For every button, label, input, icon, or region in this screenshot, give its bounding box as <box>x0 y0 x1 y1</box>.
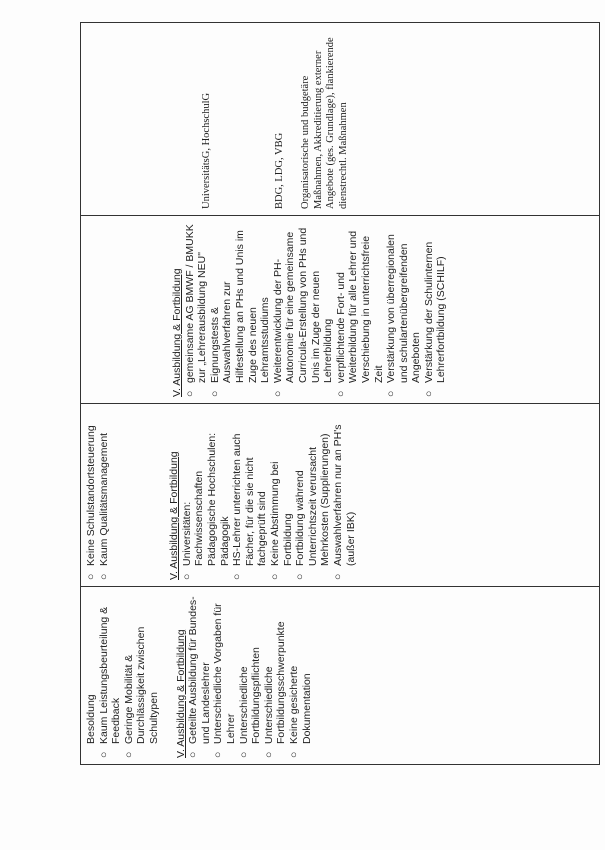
bullet-icon: ○ <box>212 751 225 758</box>
list-item: ○ Weiterentwicklung der PH-Autonomie für eine gemeinsame Curricula-Erstellung von PHs und Unis im Zuge der neuen Lehrerbildung <box>271 227 335 397</box>
bullet-icon: ○ <box>287 751 300 758</box>
bullet-icon: ○ <box>385 390 398 397</box>
section-title: V. Ausbildung & Fortbildung <box>168 451 181 580</box>
list-item: ○ Auswahlverfahren nur an PH's (außer IBK) <box>331 424 357 580</box>
bullet-icon: ○ <box>97 573 110 580</box>
bullet-icon: ○ <box>271 390 284 397</box>
section-title: V. Ausbildung & Fortbildung <box>171 268 183 397</box>
rotated-table-wrapper <box>80 37 600 765</box>
problems-cell <box>81 587 600 765</box>
bullet-icon: ○ <box>237 751 250 758</box>
legal-basis-cell <box>81 23 600 216</box>
list-item: ○ verpflichtende Fort- und Weiterbildung für alle Lehrer und Verschiebung in unterrichtsfreie Zeit <box>334 230 385 397</box>
bullet-icon: ○ <box>231 573 244 580</box>
list-item: ○ Universitäten: Fachwissenschaften Pädagogische Hochschulen: Pädagogik <box>180 432 231 580</box>
table-row <box>81 23 600 765</box>
list-item: ○ Keine gesicherte Dokumentation <box>287 665 313 758</box>
bullet-icon: ○ <box>97 751 110 758</box>
bullet-icon: ○ <box>294 573 307 580</box>
measures-cell <box>81 216 600 404</box>
list-item: ○ Geteilte Ausbildung für Bundes- und Landeslehrer <box>187 596 212 758</box>
list-item: ○ Verstärkung der Schulinternen Lehrerfortbildung (SCHILF) <box>422 241 448 397</box>
list-item: ○ Fortbildung während Unterrichtszeit verursacht Mehrkosten (Supplierungen) <box>294 433 332 580</box>
problems-list <box>98 593 161 758</box>
list-item: ○ Kaum Qualitätsmanagement <box>97 432 110 580</box>
list-item: ○ Geringe Mobilität & Durchlässigkeit zwischen Schultypen <box>122 626 160 758</box>
causes-list <box>85 410 110 580</box>
bullet-icon: ○ <box>85 573 97 580</box>
bullet-icon: ○ <box>334 390 347 397</box>
list-item: ○ Unterschiedliche Vorgaben für Lehrer <box>212 603 237 758</box>
list-item: ○ Keine Abstimmung bei Fortbildung <box>268 461 294 580</box>
bullet-icon: ○ <box>187 751 200 758</box>
list-item: ○ Verstärkung von überregionalen und schulartenübergreifenden Angeboten <box>385 234 423 397</box>
education-causes-list <box>181 410 357 580</box>
list-item: ○ Keine Schulstandortsteuerung <box>85 425 97 580</box>
bullet-icon: ○ <box>183 390 196 397</box>
bullet-icon: ○ <box>180 573 193 580</box>
law-reference: BDG, LDG, VBG <box>273 132 285 209</box>
law-reference: UniversitätsG, HochschulG <box>201 92 212 209</box>
list-item: ○ Unterschiedliche Fortbildungsschwerpunkte <box>262 621 288 758</box>
list-item: ○ Kaum Leistungsbeurteilung & Feedback <box>97 606 123 758</box>
measures-text: Organisatorische und budgetäre Maßnahmen, Akkreditierung externer Angebote (ges. Grundlage), flankierende dienstrechtl. Maßnahmen <box>300 37 349 209</box>
section-title: V. Ausbildung & Fortbildung <box>174 629 187 758</box>
list-item: ○ HS-Lehrer unterrichten auch Fächer, für die sie nicht fachgeprüft sind <box>231 433 269 580</box>
list-item: ○ gemeinsame AG BMWF / BMUKK zur „Lehrerausbildung NEU" <box>183 224 209 397</box>
bullet-icon: ○ <box>331 573 344 580</box>
education-problems-list <box>187 593 313 758</box>
continued-line: Besoldung <box>85 694 97 744</box>
bullet-icon: ○ <box>208 390 221 397</box>
bullet-icon: ○ <box>422 390 435 397</box>
list-item: ○ Eignungstests & Auswahlverfahren zur Hilfestellung an PHs und Unis im Zuge des neuen Lehramtsstudiums <box>208 230 272 397</box>
measures-list <box>184 222 448 397</box>
reform-table <box>80 22 600 765</box>
list-item: ○ Unterschiedliche Fortbildungspflichten <box>237 647 263 758</box>
bullet-icon: ○ <box>268 573 281 580</box>
causes-cell <box>81 404 600 587</box>
bullet-icon: ○ <box>122 751 135 758</box>
bullet-icon: ○ <box>262 751 275 758</box>
